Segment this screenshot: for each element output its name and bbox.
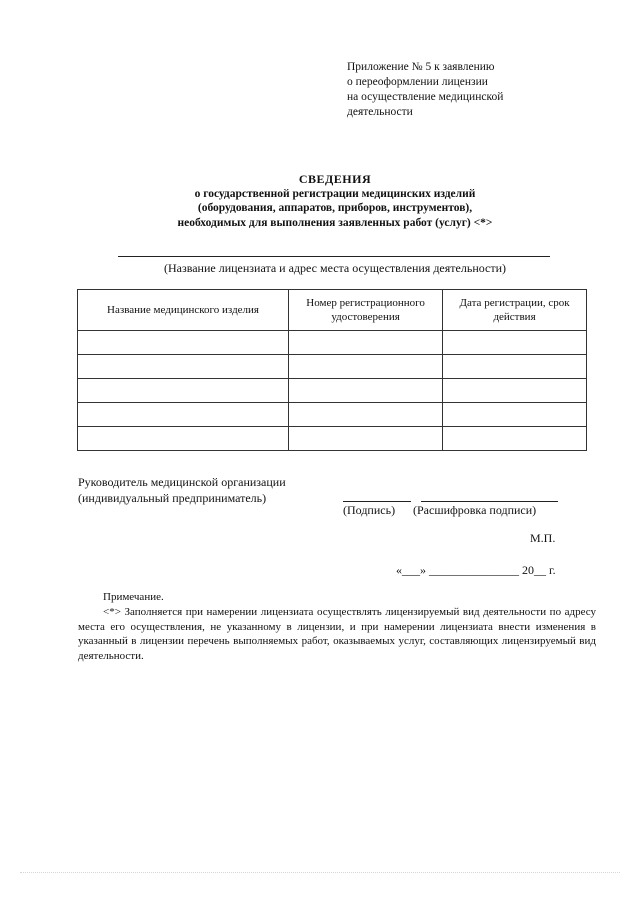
table-cell[interactable]: [443, 403, 587, 427]
head-line-2: (индивидуальный предприниматель): [78, 491, 267, 505]
table-cell[interactable]: [78, 403, 289, 427]
scan-artifact-divider: [20, 872, 620, 874]
table-cell[interactable]: [443, 379, 587, 403]
table-cell[interactable]: [78, 355, 289, 379]
table-cell[interactable]: [289, 355, 443, 379]
licensee-caption: (Название лицензиата и адрес места осуществления деятельности): [163, 261, 507, 275]
table-row: [78, 427, 587, 451]
date-field[interactable]: «___» _______________ 20__ г.: [396, 563, 556, 577]
signature-decoding-caption: (Расшифровка подписи): [413, 503, 537, 517]
licensee-fill-line[interactable]: [118, 256, 550, 257]
note-heading: Примечание.: [103, 591, 164, 603]
appendix-line-1: Приложение № 5 к заявлению: [347, 61, 495, 73]
title-main: СВЕДЕНИЯ: [298, 172, 372, 186]
head-line-1: Руководитель медицинской организации: [78, 475, 286, 489]
table-cell[interactable]: [289, 403, 443, 427]
table-cell[interactable]: [443, 427, 587, 451]
table-cell[interactable]: [78, 379, 289, 403]
stamp-place: М.П.: [530, 531, 556, 545]
table-cell[interactable]: [443, 331, 587, 355]
signature-caption: (Подпись): [343, 503, 396, 517]
table-cell[interactable]: [289, 427, 443, 451]
note-title: [103, 590, 597, 606]
header-device-name: Название медицинского изделия: [78, 290, 289, 331]
title-line-3: необходимых для выполнения заявленных работ (услуг) <*>: [177, 216, 493, 229]
table-cell[interactable]: [289, 331, 443, 355]
table-row: [78, 331, 587, 355]
table-cell[interactable]: [443, 355, 587, 379]
appendix-reference: [347, 60, 567, 120]
table-row: [78, 403, 587, 427]
header-registration-date: Дата регистрации, срок действия: [443, 290, 587, 331]
table-cell[interactable]: [289, 379, 443, 403]
appendix-line-2: о переоформлении лицензии: [347, 76, 488, 88]
table-cell[interactable]: [78, 427, 289, 451]
signature-decoding-fill-line[interactable]: [421, 501, 558, 502]
table-cell[interactable]: [78, 331, 289, 355]
note-text: <*> Заполняется при намерении лицензиата осуществлять лицензируемый вид деятельности по адресу места его осуществления, не указанному в лицензии, и при намерении лицензиата внести изменения в указанный в лицензии перечень выполняемых работ, оказываемых услуг, составляющих лицензируемый вид деятельности.: [78, 606, 596, 662]
title-line-2: (оборудования, аппаратов, приборов, инструментов),: [197, 202, 473, 214]
header-registration-number: Номер регистрационного удостоверения: [289, 290, 443, 331]
appendix-line-4: деятельности: [347, 106, 413, 118]
appendix-line-3: на осуществление медицинской: [347, 91, 504, 103]
head-of-organization: [78, 474, 286, 506]
document-title: [100, 172, 570, 230]
table-row: [78, 355, 587, 379]
devices-table: [77, 289, 587, 451]
table-header-row: [78, 290, 587, 331]
signature-fill-line[interactable]: [343, 501, 411, 502]
title-line-1: о государственной регистрации медицинских изделий: [194, 187, 476, 200]
table-row: [78, 379, 587, 403]
